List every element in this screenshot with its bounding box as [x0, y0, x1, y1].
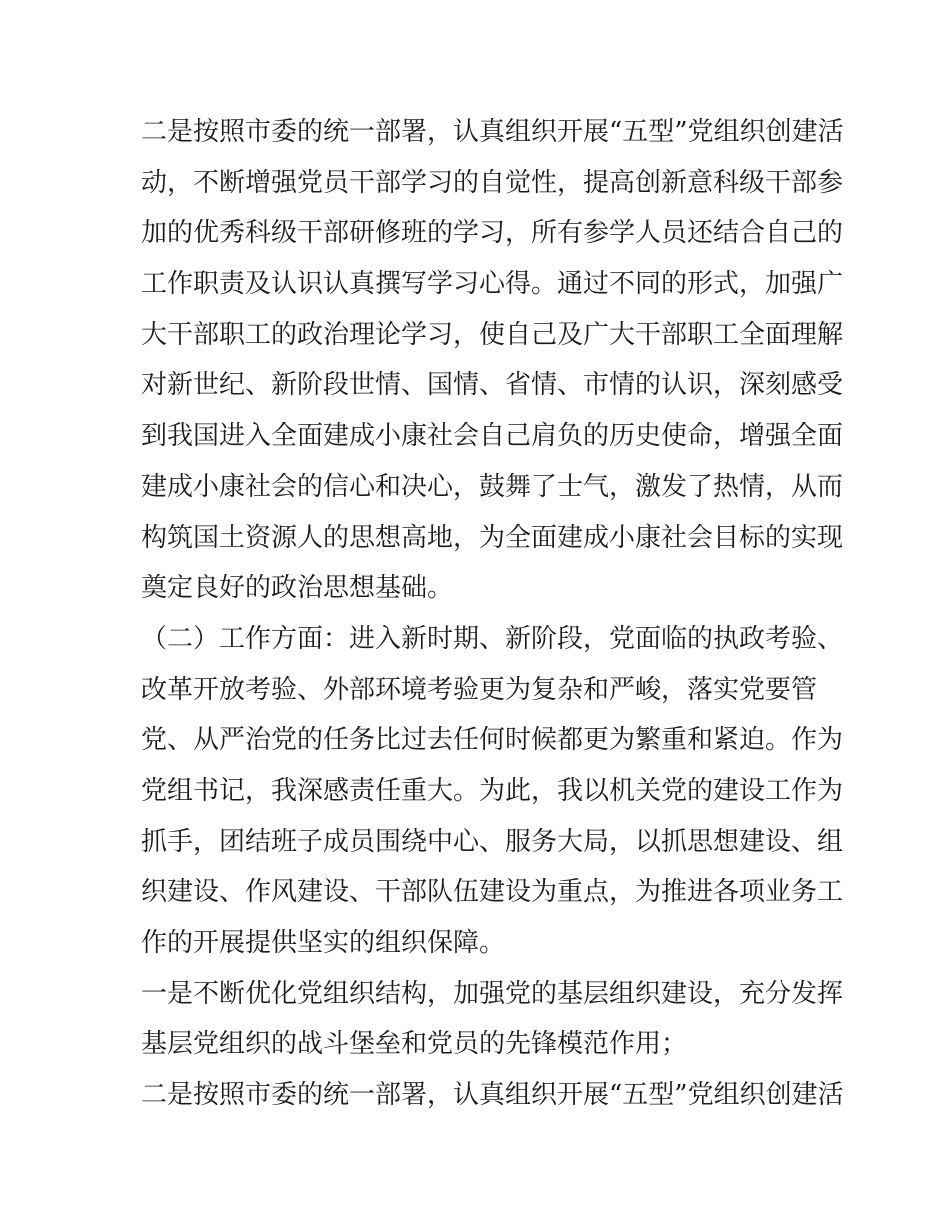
text-line: 基层党组织的战斗堡垒和党员的先锋模范作用；: [141, 1029, 688, 1060]
text-line: 作的开展提供坚实的组织保障。: [141, 928, 506, 958]
text-line: 二是按照市委的统一部署，认真组织开展“五型”党组织创建活: [141, 117, 844, 147]
text-line: 党、从严治党的任务比过去任何时候都更为繁重和紧迫。作为: [141, 725, 844, 756]
text-line: 抓手，团结班子成员围绕中心、服务大局，以抓思想建设、组: [141, 826, 844, 857]
document-body: [141, 107, 844, 1121]
section-heading-line: （二）工作方面：进入新时期、新阶段，党面临的执政考验、: [141, 623, 844, 654]
text-line: 工作职责及认识认真撰写学习心得。通过不同的形式，加强广: [141, 269, 844, 300]
text-line: 织建设、作风建设、干部队伍建设为重点，为推进各项业务工: [141, 877, 844, 908]
text-line: 对新世纪、新阶段世情、国情、省情、市情的认识，深刻感受: [141, 370, 844, 401]
text-line: 到我国进入全面建成小康社会自己肩负的历史使命，增强全面: [141, 421, 844, 452]
text-line: 动，不断增强党员干部学习的自觉性，提高创新意科级干部参: [141, 167, 844, 198]
text-line: 党组书记，我深感责任重大。为此，我以机关党的建设工作为: [141, 775, 844, 806]
text-line: 构筑国土资源人的思想高地，为全面建成小康社会目标的实现: [141, 522, 844, 553]
text-line: 建成小康社会的信心和决心，鼓舞了士气，激发了热情，从而: [141, 471, 844, 502]
text-line: 二是按照市委的统一部署，认真组织开展“五型”党组织创建活: [141, 1080, 844, 1111]
text-line: 改革开放考验、外部环境考验更为复杂和严峻，落实党要管: [141, 674, 818, 705]
text-line: 大干部职工的政治理论学习，使自己及广大干部职工全面理解: [141, 319, 844, 350]
text-line: 一是不断优化党组织结构，加强党的基层组织建设，充分发挥: [141, 978, 844, 1009]
text-line: 奠定良好的政治思想基础。: [141, 573, 454, 604]
text-line: 加的优秀科级干部研修班的学习，所有参学人员还结合自己的: [141, 218, 844, 249]
